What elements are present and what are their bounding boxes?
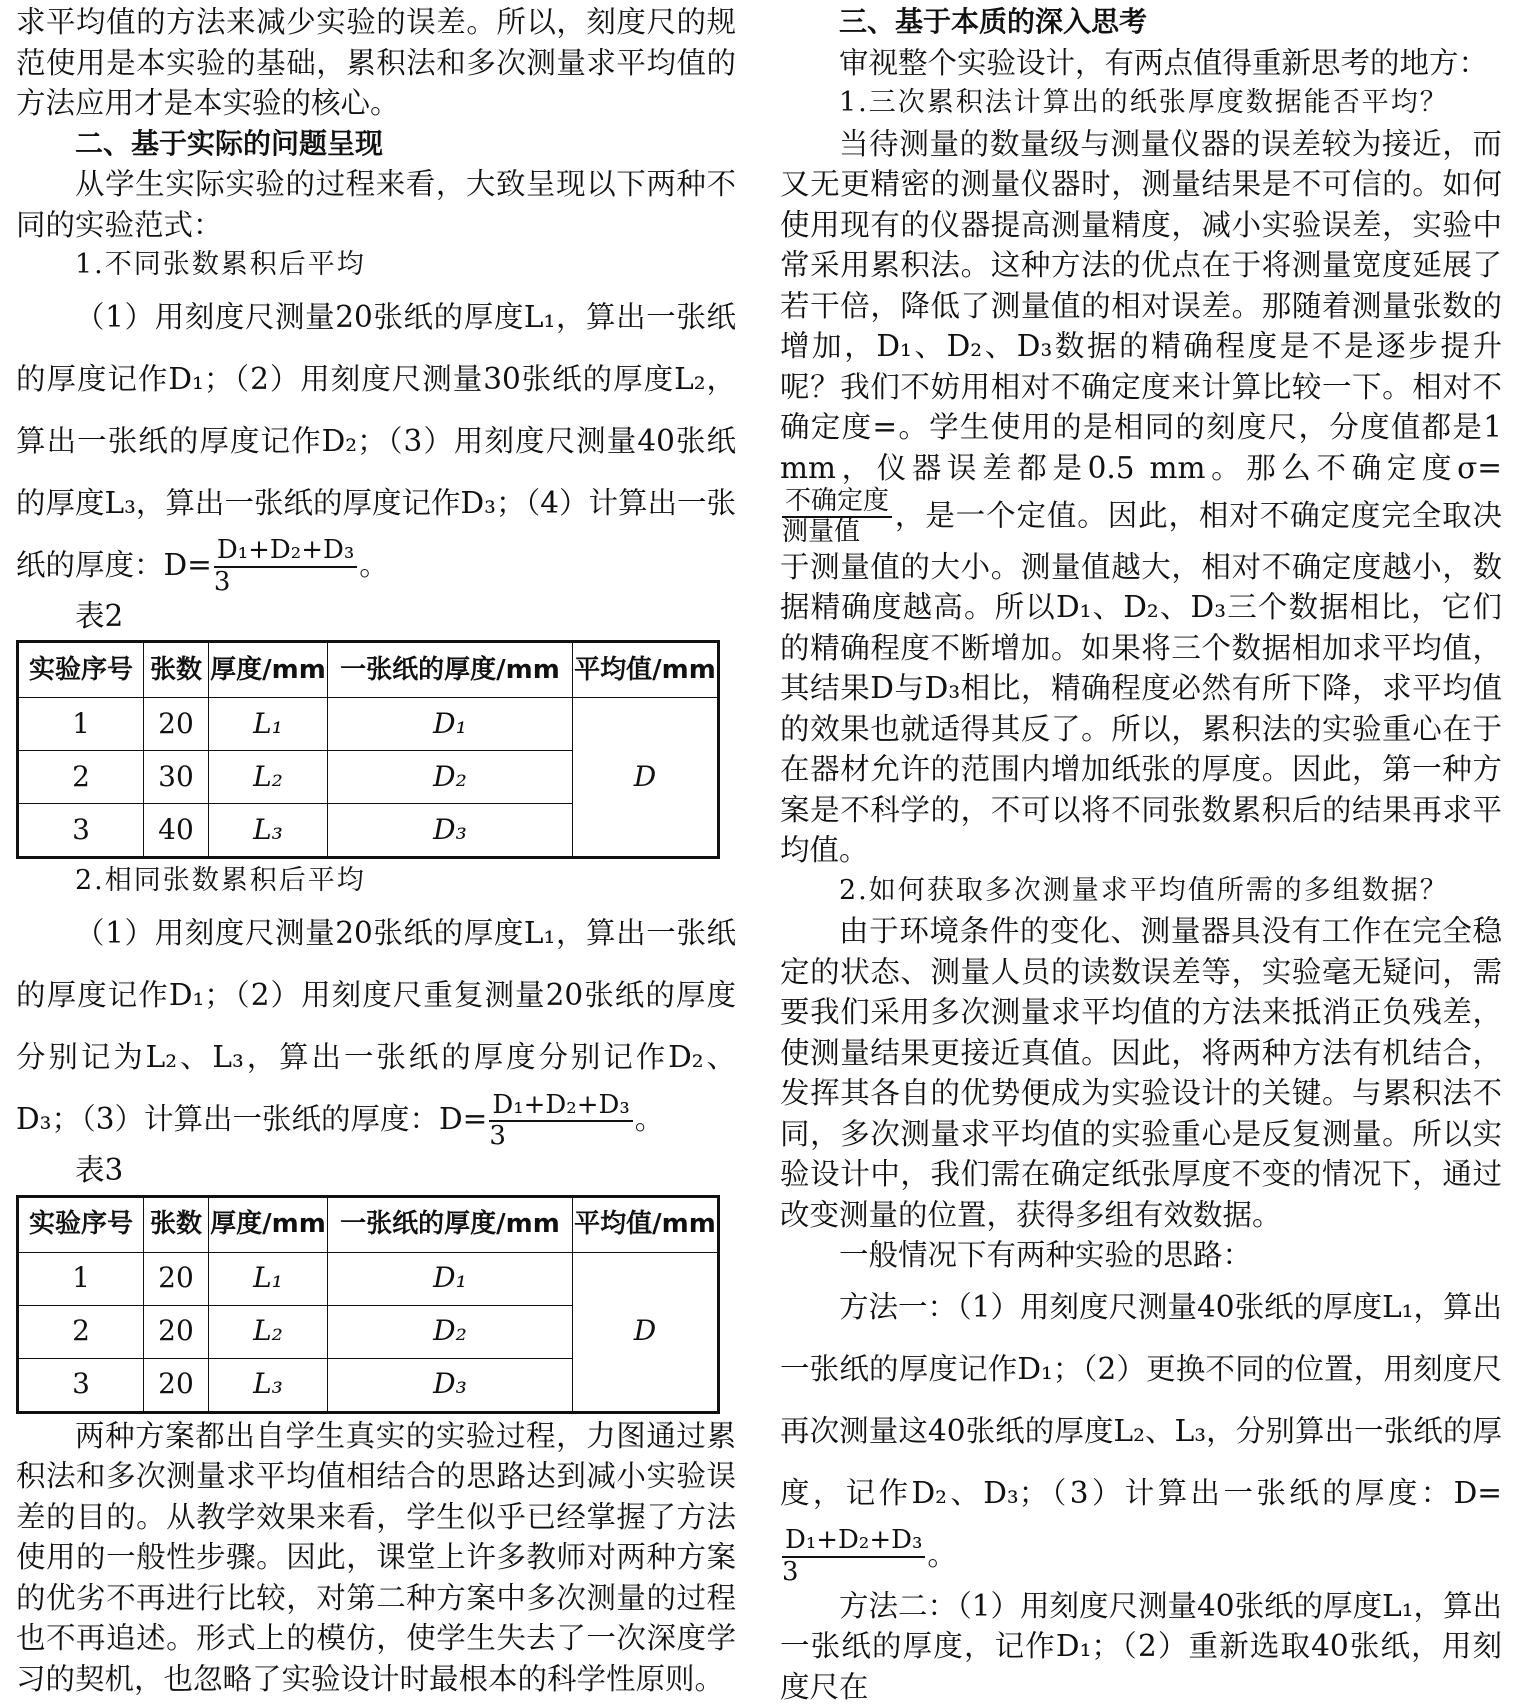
conclusion-paragraph: 两种方案都出自学生真实的实验过程，力图通过累积法和多次测量求平均值相结合的思路达到减小实验误差的目的。从教学效果来看，学生似乎已经掌握了方法使用的一般性步骤。因此，课堂上许多教师对两种方案的优劣不再进行比较，对第二种方案中多次测量的过程也不再追述。形式上的模仿，使学生失去了一次深度学习的契机，也忽略了实验设计时最根本的科学性原则。: [16, 1418, 736, 1696]
formula-numerator: D₁+D₂+D₃: [489, 1092, 632, 1122]
table3-caption: 表3: [75, 1153, 124, 1188]
cell-count: 20: [144, 698, 209, 751]
header-sheet-thickness: 一张纸的厚度/mm: [328, 1196, 573, 1252]
header-seq: 实验序号: [18, 642, 144, 698]
cell-seq: 2: [18, 751, 144, 804]
sigma-formula: [782, 488, 892, 547]
cell-D: D₃: [328, 1358, 573, 1412]
question2-paragraph: 由于环境条件的变化、测量器具没有工作在完全稳定的状态、测量人员的读数误差等，实验毫无疑问，需要我们采用多次测量求平均值的方法来抵消正负残差，使测量结果更接近真值。因此，将两种方法有机结合，发挥其各自的优势便成为实验设计的关键。与累积法不同，多次测量求平均值的实验重心是反复测量。所以实验设计中，我们需在确定纸张厚度不变的情况下，通过改变测量的位置，获得多组有效数据。: [780, 914, 1502, 1232]
cell-seq: 3: [18, 804, 144, 858]
method-one-text: 方法一：（1）用刻度尺测量40张纸的厚度L₁，算出一张纸的厚度记作D₁；（2）更换不同的位置，用刻度尺再次测量这40张纸的厚度L₂、L₃，分别算出一张纸的厚度，记作D₂、D₃；（3）计算出一张纸的厚度：D=: [780, 1289, 1502, 1510]
cell-D: D₁: [328, 698, 573, 751]
table-2: [16, 640, 720, 859]
left-column: [16, 2, 736, 1699]
formula-numerator: 不确定度: [782, 488, 892, 518]
right-column: [780, 2, 1502, 1707]
cell-average: D: [573, 698, 719, 858]
header-seq: 实验序号: [18, 1196, 144, 1252]
intro-paragraph: 求平均值的方法来减少实验的误差。所以，刻度尺的规范使用是本实验的基础，累积法和多次测量求平均值的方法应用才是本实验的核心。: [16, 5, 736, 120]
formula-numerator: D₁+D₂+D₃: [214, 537, 357, 567]
method2-formula: [489, 1089, 632, 1151]
method2-text: （1）用刻度尺测量20张纸的厚度L₁，算出一张纸的厚度记作D₁；（2）用刻度尺重复测量20张纸的厚度分别记为L₂、L₃，算出一张纸的厚度分别记作D₂、D₃；（3）计算出一张纸的厚度：D=: [16, 915, 736, 1136]
paragraph-ideas: 一般情况下有两种实验的思路：: [839, 1238, 1253, 1273]
method1-description: （1）用刻度尺测量20张纸的厚度L₁，算出一张纸的厚度记作D₁；（2）用刻度尺测量30张纸的厚度L₂，算出一张纸的厚度记作D₂；（3）用刻度尺测量40张纸的厚度L₃，算出一张纸的厚度记作D₃；（4）计算出一张纸的厚度：D= $\frac{\text{D₁+D₂+D₃}}{3}$ 。: [16, 299, 736, 597]
formula-denominator: 3: [213, 566, 231, 597]
method2-description: （1）用刻度尺测量20张纸的厚度L₁，算出一张纸的厚度记作D₁；（2）用刻度尺重复测量20张纸的厚度分别记为L₂、L₃，算出一张纸的厚度分别记作D₂、D₃；（3）计算出一张纸的厚度：D= $\frac{\text{D₁+D₂+D₃}}{3}$ 。: [16, 915, 736, 1151]
cell-L: L₃: [209, 804, 328, 858]
cell-D: D₂: [328, 751, 573, 804]
cell-L: L₂: [209, 1305, 328, 1358]
method-two-paragraph: 方法二：（1）用刻度尺测量40张纸的厚度L₁，算出一张纸的厚度，记作D₁；（2）重新选取40张纸，用刻度尺在: [780, 1588, 1502, 1704]
question1-text-a: 当待测量的数量级与测量仪器的误差较为接近，而又无更精密的测量仪器时，测量结果是不可信的。如何使用现有的仪器提高测量精度，减小实验误差，实验中常采用累积法。这种方法的优点在于将测量宽度延展了若干倍，降低了测量值的相对误差。那随着测量张数的增加，D₁、D₂、D₃数据的精确程度是不是逐步提升呢？我们不妨用相对不确定度来计算比较一下。相对不确定度=。学生使用的是相同的刻度尺，分度值都是1 mm，仪器误差都是0.5 mm。那么不确定度σ=: [780, 126, 1502, 485]
cell-count: 20: [144, 1358, 209, 1412]
cell-seq: 3: [18, 1358, 144, 1412]
method1-title: 1.不同张数累积后平均: [75, 249, 366, 280]
table-header-row: [18, 642, 719, 698]
cell-seq: 1: [18, 698, 144, 751]
paragraph-paradigms: 从学生实际实验的过程来看，大致呈现以下两种不同的实验范式：: [16, 167, 736, 242]
header-count: 张数: [144, 1196, 209, 1252]
header-average: 平均值/mm: [573, 642, 719, 698]
cell-seq: 2: [18, 1305, 144, 1358]
question1-title: 1.三次累积法计算出的纸张厚度数据能否平均？: [839, 87, 1449, 118]
method-one-paragraph: 方法一：（1）用刻度尺测量40张纸的厚度L₁，算出一张纸的厚度记作D₁；（2）更换不同的位置，用刻度尺再次测量这40张纸的厚度L₂、L₃，分别算出一张纸的厚度，记作D₂、D₃；（3）计算出一张纸的厚度：D= $\frac{\text{D₁+D₂+D₃}}{3}$ 。: [780, 1289, 1502, 1587]
paragraph-review: 审视整个实验设计，有两点值得重新思考的地方：: [839, 45, 1489, 80]
formula-denominator: 3: [489, 1120, 506, 1151]
cell-L: L₁: [209, 1252, 328, 1305]
cell-L: L₃: [209, 1358, 328, 1412]
formula-denominator: 测量值: [782, 517, 861, 548]
cell-count: 20: [144, 1252, 209, 1305]
method1-text: （1）用刻度尺测量20张纸的厚度L₁，算出一张纸的厚度记作D₁；（2）用刻度尺测量30张纸的厚度L₂，算出一张纸的厚度记作D₂；（3）用刻度尺测量40张纸的厚度L₃，算出一张纸的厚度记作D₃；（4）计算出一张纸的厚度：D=: [16, 299, 736, 582]
cell-count: 40: [144, 804, 209, 858]
formula-denominator: 3: [782, 1556, 799, 1587]
cell-count: 20: [144, 1305, 209, 1358]
table2-caption: 表2: [75, 598, 124, 633]
cell-count: 30: [144, 751, 209, 804]
method1-formula: [214, 537, 357, 596]
formula-numerator: D₁+D₂+D₃: [782, 1527, 925, 1557]
cell-D: D₁: [328, 1252, 573, 1305]
section-heading-2: 二、基于实际的问题呈现: [75, 126, 384, 160]
cell-D: D₃: [328, 804, 573, 858]
header-sheet-thickness: 一张纸的厚度/mm: [328, 642, 573, 698]
header-average: 平均值/mm: [573, 1196, 719, 1252]
table-3: [16, 1195, 720, 1414]
method-one-formula: [782, 1527, 925, 1586]
cell-seq: 1: [18, 1252, 144, 1305]
cell-L: L₂: [209, 751, 328, 804]
header-count: 张数: [144, 642, 209, 698]
method2-title: 2.相同张数累积后平均: [75, 865, 366, 897]
section-heading-3: 三、基于本质的深入思考: [839, 5, 1148, 38]
question1-paragraph: [780, 124, 1502, 871]
cell-L: L₁: [209, 698, 328, 751]
cell-D: D₂: [328, 1305, 573, 1358]
header-thickness: 厚度/mm: [209, 642, 328, 698]
table-row: [18, 1252, 719, 1305]
table-row: [18, 698, 719, 751]
question1-text-b: ，是一个定值。因此，相对不确定度完全取决于测量值的大小。测量值越大，相对不确定度越小，数据精确度越高。所以D₁、D₂、D₃三个数据相比，它们的精确程度不断增加。如果将三个数据相加求平均值，其结果D与D₃相比，精确程度必然有所下降，求平均值的效果也就适得其反了。所以，累积法的实验重心在于在器材允许的范围内增加纸张的厚度。因此，第一种方案是不科学的，不可以将不同张数累积后的结果再求平均值。: [780, 498, 1502, 868]
cell-average: D: [573, 1252, 719, 1412]
table-header-row: [18, 1196, 719, 1252]
header-thickness: 厚度/mm: [209, 1196, 328, 1252]
question2-title: 2.如何获取多次测量求平均值所需的多组数据？: [839, 874, 1449, 906]
